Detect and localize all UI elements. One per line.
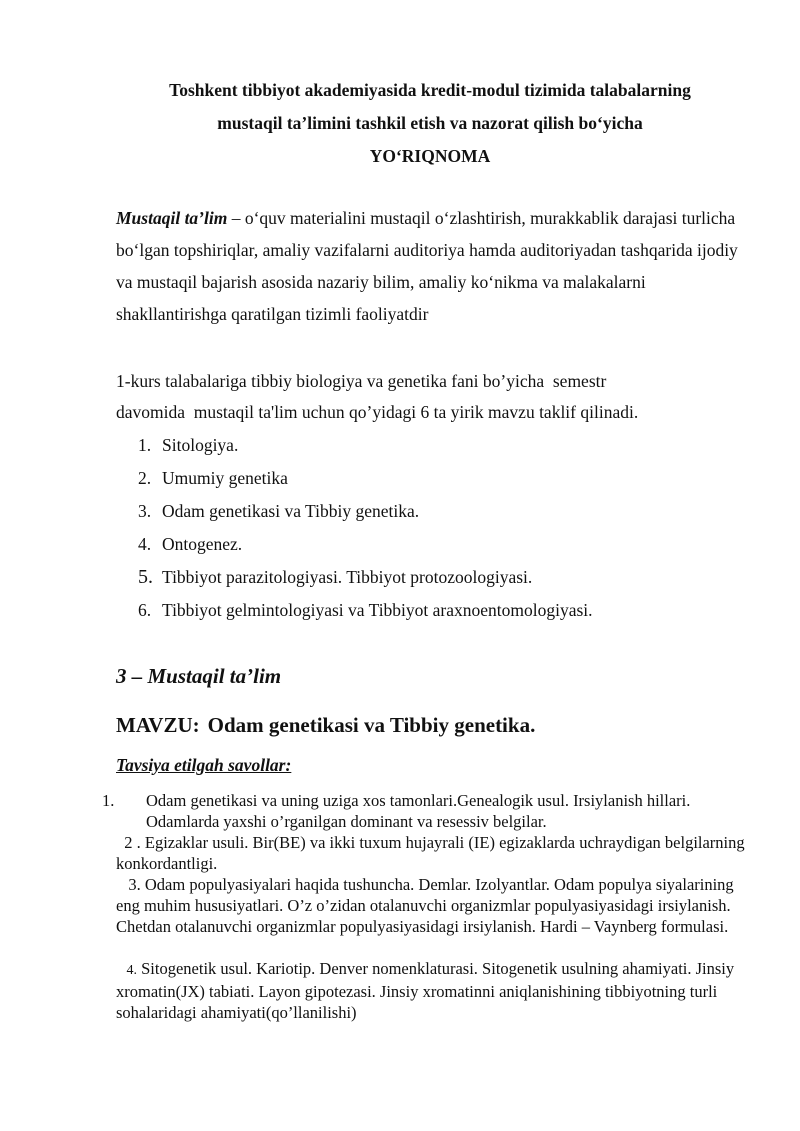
list-item xyxy=(138,498,593,531)
list-item-number: 2. xyxy=(138,468,152,488)
list-item-number: 6. xyxy=(138,600,152,620)
list-item xyxy=(138,564,593,597)
list-item-text: Tibbiyot gelmintologiyasi va Tibbiyot araxnoentomologiyasi. xyxy=(162,600,593,620)
subject-label: MAVZU: xyxy=(116,713,200,737)
list-item-number: 3. xyxy=(138,501,152,521)
list-item-number: 5. xyxy=(138,566,153,588)
definition-term: Mustaqil ta’lim xyxy=(116,208,228,228)
list-item-text: Umumiy genetika xyxy=(162,468,288,488)
list-item-text: Tibbiyot parazitologiyasi. Tibbiyot protozoologiyasi. xyxy=(162,567,533,587)
list-item-text: Odam genetikasi va Tibbiy genetika. xyxy=(162,501,420,521)
list-item-number: 4. xyxy=(138,534,152,554)
intro-line-2: davomida mustaqil ta'lim uchun qo’yidagi 6 ta yirik mavzu taklif qilinadi. xyxy=(116,402,639,422)
list-item xyxy=(138,432,593,465)
list-item-number: 1. xyxy=(138,435,152,455)
question-text: Odam genetikasi va uning uziga xos tamonlari.Genealogik usul. Irsiylanish hillari. Odamlarda yaxshi o’rganilgan dominant va resessiv belgilar. xyxy=(146,791,691,831)
question-text: Egizaklar usuli. Bir(BE) va ikki tuxum hujayrali (IE) egizaklarda uchraydigan belgilarning konkordantligi. xyxy=(116,833,745,873)
title-line-2: mustaqil ta’limini tashkil etish va nazorat qilish bo‘yicha xyxy=(217,113,643,133)
intro-paragraph xyxy=(116,366,756,428)
topic-list xyxy=(138,432,593,630)
question-item xyxy=(116,958,756,1023)
question-list xyxy=(102,790,756,1023)
section-heading: 3 – Mustaqil ta’lim xyxy=(116,664,282,688)
question-item xyxy=(116,832,756,874)
question-item xyxy=(116,874,756,937)
intro-line-1: 1-kurs talabalariga tibbiy biologiya va genetika fani bo’yicha semestr xyxy=(116,371,607,391)
subject-heading xyxy=(116,713,535,738)
list-item xyxy=(138,597,593,630)
question-number: 3. xyxy=(116,875,141,894)
title-line-3: YO‘RIQNOMA xyxy=(369,146,491,166)
question-item xyxy=(102,790,756,832)
title-line-1: Toshkent tibbiyot akademiyasida kredit-modul tizimida talabalarning xyxy=(169,80,691,100)
list-item xyxy=(138,465,593,498)
definition-paragraph xyxy=(116,202,756,330)
question-number: 4. xyxy=(116,963,137,978)
list-item-text: Sitologiya. xyxy=(162,435,239,455)
questions-title: Tavsiya etilgah savollar: xyxy=(116,755,292,775)
question-text: Sitogenetik usul. Kariotip. Denver nomenklaturasi. Sitogenetik usulning ahamiyati. Jinsiy xromatin(JX) tabiati. Layon gipotezasi. Jinsiy xromatinni aniqlanishining tibbiyotning turli sohalaridagi ahamiyati(qo’llanilishi) xyxy=(116,959,735,1022)
subject-title: Odam genetikasi va Tibbiy genetika. xyxy=(207,713,536,737)
document-title xyxy=(0,74,800,173)
question-text: Odam populyasiyalari haqida tushuncha. Demlar. Izolyantlar. Odam populya siyalarining eng muhim hususiyatlari. O’z o’zidan otalanuvchi organizmlar populyasiyasidagi irsiylanish. Chetdan otalanuvchi organizmlar populyasiyasidagi irsiylanish. Hardi – Vaynberg formulasi. xyxy=(116,875,734,936)
list-item xyxy=(138,531,593,564)
question-number: 1. xyxy=(102,791,115,810)
list-item-text: Ontogenez. xyxy=(162,534,243,554)
question-number: 2 . xyxy=(116,833,141,852)
definition-text: – o‘quv materialini mustaqil o‘zlashtirish, murakkablik darajasi turlicha bo‘lgan topshiriqlar, amaliy vazifalarni auditoriya hamda auditoriyadan tashqarida ijodiy va mustaqil bajarish asosida nazariy bilim, amaliy ko‘nikma va malakalarni shakllantirishga qaratilgan tizimli faoliyatdir xyxy=(116,208,738,324)
